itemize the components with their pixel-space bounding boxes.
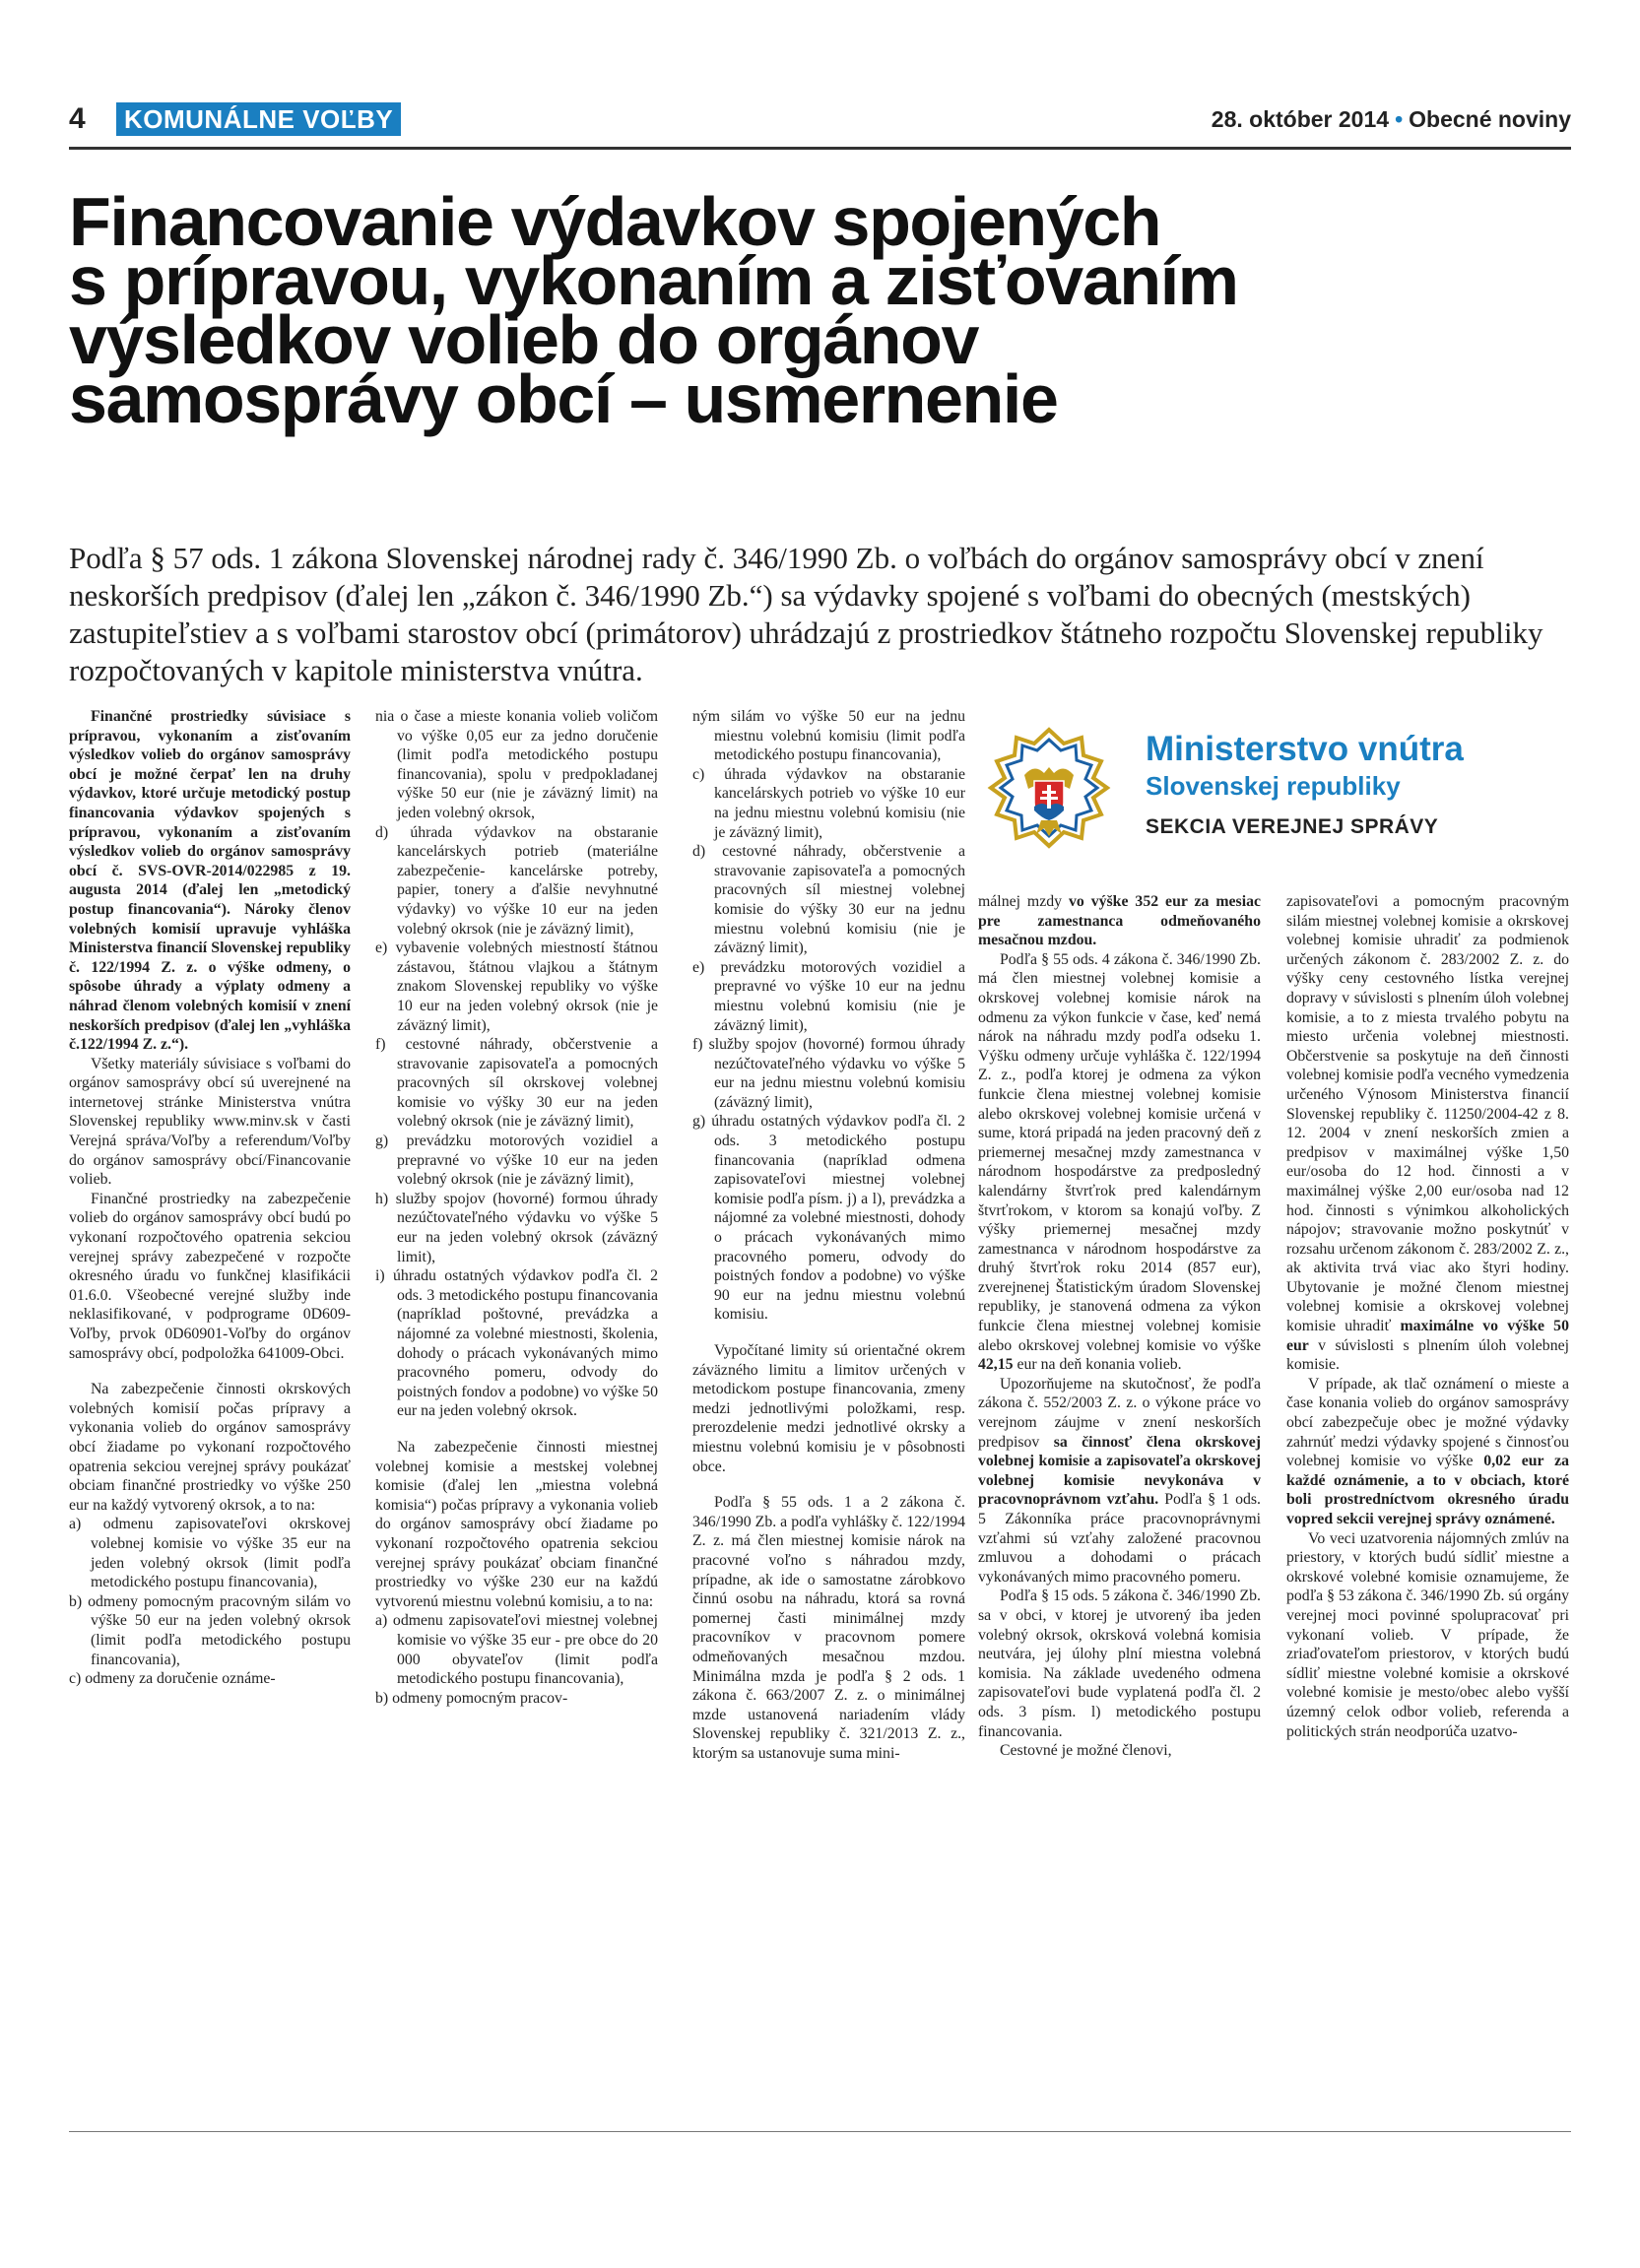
headline-line: Financovanie výdavkov spojených: [69, 183, 1161, 260]
article-headline: [69, 183, 1571, 437]
list-item: d) cestovné náhrady, občerstvenie a stravovanie zapisovateľa a pomocných pracovných síl miestnej volebnej komisie do výšky 30 eur na jednu miestnu volebnú komisiu (nie je záväzný limit),: [692, 843, 965, 957]
list-item: b) odmeny pomocným pracov-: [375, 1689, 568, 1707]
issue-date: 28. október 2014: [1211, 106, 1390, 132]
publication-name: Obecné noviny: [1409, 106, 1571, 132]
bold-text-run: sa činnosť člena okrskovej volebnej komisie a zapisovateľa okrskovej volebnej komisie nevykonáva v pracovnoprávnom vzťahu.: [978, 1433, 1261, 1509]
text-run: Upozorňujeme na skutočnosť, že podľa zákona č. 552/2003 Z. z. o výkone práce vo verejnom záujme v znení neskorších predpisov: [978, 1375, 1261, 1451]
list-item: d) úhrada výdavkov na obstaranie kancelárskych potrieb (materiálne zabezpečenie- kancelárske potreby, papier, tonery a ďalšie nevyhnutné výdavky) vo výške 10 eur na jeden volebný okrsok (nie je záväzný limit),: [375, 823, 658, 938]
paragraph: Vo veci uzatvorenia nájomných zmlúv na priestory, v ktorých budú sídliť miestne a okrskové volebné komisie oznamujeme, že podľa § 53 zákona č. 346/1990 Zb. sú orgány verejnej moci povinné spolupracovať pri vykonaní volieb. V prípade, že zriaďovateľom priestorov, v ktorých budú sídliť miestne volebné komisie a okrskové volebné komisie je mesto/obec alebo vyšší územný celok odbor volieb, referenda a politických strán neodporúča uzatvo-: [1286, 1529, 1569, 1740]
bold-text-run: maximálne vo výške 50 eur: [1286, 1318, 1569, 1354]
page-number: 4: [69, 102, 86, 135]
text-column-1: [69, 707, 351, 1689]
list-item: ným silám vo výške 50 eur na jednu miestnu volebnú komisiu (limit podľa metodického postupu financovania),: [692, 708, 965, 764]
list-item: a) odmenu zapisovateľovi okrskovej volebnej komisie vo výške 35 eur na jeden volebný okrsok (limit podľa metodického postupu financovania),: [69, 1516, 351, 1591]
item-list: [375, 707, 658, 1421]
text-run: Podľa § 55 ods. 4 zákona č. 346/1990 Zb. má člen miestnej volebnej komisie a okrskovej volebnej komisie nárok na odmenu za výkon funkcie v čase, keď nemá nárok na náhradu mzdy podľa odseku 1. Výšku odmeny určuje vyhláška č. 122/1994 Z. z., podľa ktorej je odmena za výkon funkcie člena miestnej volebnej komisie alebo okrskovej volebnej komisie určená v sume, ktorá pripadá na jeden pracovný deň z priemernej mesačnej mzdy zamestnanca v národnom hospodárstve za predposledný kalendárny štvrťrok pred kalendárnym štvrťrokom, v ktorom sa konajú voľby. Z výšky priemernej mesačnej mzdy zamestnanca v národnom hospodárstve za druhý štvrťrok roku 2014 (857 eur), zverejnenej Štatistickým úradom Slovenskej republiky, je stanovená odmena za výkon funkcie člena miestnej volebnej komisie alebo okrskovej volebnej komisie vo výške: [978, 950, 1261, 1354]
issue-line: [1212, 106, 1571, 133]
text-run: v súvislosti s plnením úloh volebnej komisie.: [1286, 1336, 1569, 1374]
list-item: e) prevádzku motorových vozidiel a prepravné vo výške 10 eur na jednu miestnu volebnú komisiu (nie je záväzný limit),: [692, 958, 965, 1034]
page-header: [69, 100, 1571, 144]
paragraph: Vypočítané limity sú orientačné okrem záväzného limitu a limitov určených v metodickom postupe financovania, zmeny medzi jednotlivými položkami, resp. prerozdelenie medzi jednotlivé okrsky a miestnu volebnú komisiu je v pôsobnosti obce.: [692, 1342, 965, 1475]
paragraph: Cestovné je možné členovi,: [1000, 1742, 1172, 1760]
paragraph: Na zabezpečenie činnosti miestnej volebnej komisie a mestskej volebnej komisie (ďalej len „miestna volebná komisia“) počas prípravy a vykonania volieb do orgánov samosprávy obcí žiadame po vykonaní rozpočtového opatrenia sekciou verejnej správy poukázať obciam finančné prostriedky vo výške 230 eur na každú vytvorenú miestnu volebnú komisiu, a to na:: [375, 1438, 658, 1610]
text-run: V prípade, ak tlač oznámení o mieste a čase konania volieb do orgánov samosprávy obcí zabezpečuje obec je možné výdavky zahrnúť medzi výdavky spojené s činnosťou volebnej komisie vo výške: [1286, 1375, 1569, 1470]
headline-line: s prípravou, vykonaním a zisťovaním: [69, 242, 1238, 319]
list-item: a) odmenu zapisovateľovi miestnej volebnej komisie vo výške 35 eur - pre obce do 20 000 obyvateľov (limit podľa metodického postupu financovania),: [375, 1612, 658, 1688]
bold-text-run: 0,02 eur za každé oznámenie, a to v obciach, ktoré boli prostredníctvom okresného úradu vopred sekcii verejnej správy oznámené.: [1286, 1453, 1569, 1527]
ministry-country: Slovenskej republiky: [1146, 771, 1401, 801]
list-item: b) odmeny pomocným pracovným silám vo výške 50 eur na jeden volebný okrsok (limit podľa metodického postupu financovania),: [69, 1592, 351, 1668]
list-item: f) služby spojov (hovorné) formou úhrady nezúčtovateľného výdavku vo výške 5 eur na jednu miestnu volebnú komisiu (záväzný limit),: [692, 1036, 965, 1111]
item-list: [69, 1515, 351, 1688]
headline-line: samosprávy obcí – usmernenie: [69, 360, 1058, 437]
header-rule: [69, 147, 1571, 150]
text-run: Podľa § 1 ods. 5 Zákonníka práce pracovnoprávnymi vzťahmi sú vzťahy založené pracovnou zmluvou a dohodami o prácach vykonávaných mimo pracovného pomeru.: [978, 1491, 1262, 1586]
list-item: c) úhrada výdavkov na obstaranie kancelárskych potrieb vo výške 10 eur na jednu miestnu volebnú komisiu (nie je záväzný limit),: [692, 765, 965, 841]
article-lead: Podľa § 57 ods. 1 zákona Slovenskej národnej rady č. 346/1990 Zb. o voľbách do orgánov samosprávy obcí v znení neskorších predpisov (ďalej len „zákon č. 346/1990 Zb.“) sa výdavky spojené s voľbami do obecných (mestských) zastupiteľstiev a s voľbami starostov obcí (primátorov) uhrádzajú z prostriedkov štátneho rozpočtu Slovenskej republiky rozpočtovaných v kapitole ministerstva vnútra.: [69, 541, 1543, 687]
text-run: málnej mzdy: [978, 893, 1069, 910]
paragraph: [978, 1375, 1261, 1588]
section-tag: KOMUNÁLNE VOĽBY: [116, 102, 401, 136]
footer-rule: [69, 2131, 1571, 2132]
list-item: c) odmeny za doručenie oznáme-: [69, 1670, 276, 1688]
list-item: nia o čase a mieste konania volieb voličom vo výške 0,05 eur za jedno doručenie (limit podľa metodického postupu financovania), spolu v predpokladanej výške 50 eur (nie je záväzný limit) na jeden volebný okrsok,: [375, 708, 658, 821]
paragraph: [1286, 1375, 1569, 1529]
text-run: eur na deň konania volieb.: [1013, 1356, 1182, 1374]
ministry-emblem-icon: [985, 724, 1113, 852]
text-column-5: [1286, 892, 1569, 1741]
paragraph: [1286, 892, 1569, 1375]
list-item: i) úhradu ostatných výdavkov podľa čl. 2 ods. 3 metodického postupu financovania (napríklad poštovné, prevádzka a nájomné za volebné miestnosti, školenia, dohody o prácach vykonávaných mimo pracovného pomeru, odvody do poistných fondov a podobne) vo výške 50 eur na jeden volebný okrsok.: [375, 1267, 658, 1420]
paragraph: Všetky materiály súvisiace s voľbami do orgánov samosprávy obcí sú uverejnené na internetovej stránke Ministerstva vnútra Slovenskej republiky www.minv.sk v časti Verejná správa/Voľby a referendum/Voľby do orgánov samosprávy obcí/Financovanie volieb.: [69, 1055, 351, 1189]
paragraph: [978, 892, 1261, 950]
text-column-3: [692, 707, 965, 1763]
list-item: g) prevádzku motorových vozidiel a prepravné vo výške 10 eur na jeden volebný okrsok (nie je záväzný limit),: [375, 1133, 658, 1189]
bold-text-run: 42,15: [978, 1356, 1014, 1374]
item-list: [692, 707, 965, 1325]
ministry-logo: [985, 724, 1576, 862]
paragraph: Finančné prostriedky na zabezpečenie volieb do orgánov samosprávy obcí budú po vykonaní rozpočtového opatrenia sekciou verejnej správy zabezpečené v rozpočte okresného úradu vo funkčnej klasifikácii 01.6.0. Všeobecné verejné služby inde neklasifikované, v podprograme 0D609-Voľby, prvok 0D60901-Voľby do orgánov samosprávy obcí, podpoložka 641009-Obci.: [69, 1190, 351, 1362]
list-item: f) cestovné náhrady, občerstvenie a stravovanie zapisovateľa a pomocných pracovných síl okrskovej volebnej komisie vo výšky 30 eur na jeden volebný okrsok (nie je záväzný limit),: [375, 1036, 658, 1131]
ministry-section: SEKCIA VEREJNEJ SPRÁVY: [1146, 815, 1439, 838]
text-column-2: [375, 707, 658, 1708]
paragraph: Podľa § 55 ods. 1 a 2 zákona č. 346/1990 Zb. a podľa vyhlášky č. 122/1994 Z. z. má člen miestnej komisie nárok na pracovné voľno s náhradou mzdy, prípadne, ak ide o samostatne zárobkovo činnú osobu na náhradu, ktorá sa rovná pomernej časti minimálnej mzdy pracovníkov v pracovnom pomere odmeňovaných mesačnou mzdou. Minimálna mzda je podľa § 2 ods. 1 zákona č. 663/2007 Z. z. o minimálnej mzde ustanovená nariadením vlády Slovenskej republiky č. 321/2013 Z. z., ktorým sa ustanovuje suma mini-: [692, 1494, 965, 1762]
paragraph: Na zabezpečenie činnosti okrskových volebných komisií počas prípravy a vykonania volieb do orgánov samosprávy obcí žiadame po vykonaní rozpočtového opatrenia sekciou verejnej správy poukázať obciam finančné prostriedky vo výške 250 eur na každý vytvorený okrsok, a to na:: [69, 1381, 351, 1514]
headline-line: výsledkov volieb do orgánov: [69, 301, 979, 378]
list-item: e) vybavenie volebných miestností štátnou zástavou, štátnou vlajkou a štátnym znakom Slovenskej republiky vo výške 10 eur na jeden volebný okrsok (nie je záväzný limit),: [375, 940, 658, 1034]
text-run: zapisovateľovi a pomocným pracovným silám miestnej volebnej komisie a okrskovej volebnej komisie uhradiť za podmienok určených zákonom č. 283/2002 Z. z. do výšky ceny cestovného lístka verejnej dopravy v súvislosti s plnením úloh volebnej komisie, a to z miesta trvalého pobytu na miesto určenia volebnej miestnosti. Občerstvenie sa poskytuje na deň činnosti volebnej komisie podľa vecného vymedzenia určeného Výnosom Ministerstva financií Slovenskej republiky č. 11250/2004-42 z 8. 12. 2004 v znení neskorších zmien a predpisov v maximálnej výške 1,50 eur/osoba do 12 hod. činnosti a v maximálnej výške 2,00 eur/osoba nad 12 hod. činnosti s výnimkou alkoholických nápojov; stravovanie možno poskytnúť v rozsahu určenom zákonom č. 283/2002 Z. z., ak aktivita trvá viac ako štyri hodiny. Ubytovanie je možné členom miestnej volebnej komisie a okrskovej volebnej komisie uhradiť: [1286, 893, 1569, 1335]
paragraph: Podľa § 15 ods. 5 zákona č. 346/1990 Zb. sa v obci, v ktorej je utvorený iba jeden volebný okrsok, okrsková volebná komisia neutvára, jej úlohy plní miestna volebná komisia. Na základe uvedeného odmena zapisovateľovi bude vyplatená podľa čl. 2 ods. 3 písm. l) metodického postupu financovania.: [978, 1588, 1261, 1740]
list-item: g) úhradu ostatných výdavkov podľa čl. 2 ods. 3 metodického postupu financovania (napríklad odmena zapisovateľovi miestnej volebnej komisie podľa písm. j) a l), prevádzka a nájomné za volebné miestnosti, dohody o prácach vykonávaných mimo pracovného pomeru, odvody do poistných fondov a podobne) vo výške 90 eur na jednu miestnu volebnú komisiu.: [692, 1113, 965, 1324]
paragraph: [978, 950, 1261, 1375]
separator-bullet-icon: •: [1395, 106, 1404, 132]
ministry-name: Ministerstvo vnútra: [1146, 730, 1464, 768]
bold-text-run: vo výške 352 eur za mesiac pre zamestnanca odmeňovaného mesačnou mzdou.: [978, 893, 1262, 949]
paragraph: Finančné prostriedky súvisiace s prípravou, vykonaním a zisťovaním výsledkov volieb do orgánov samosprávy obcí je možné čerpať len na druhy výdavkov, ktoré určuje metodický postup financovania výdavkov spojených s prípravou, vykonaním a zisťovaním výsledkov volieb do orgánov samosprávy obcí č. SVS-OVR-2014/022985 z 19. augusta 2014 (ďalej len „metodický postup financovania“). Nároky členov volebných komisií upravuje vyhláška Ministerstva financií Slovenskej republiky č. 122/1994 Z. z. o výške odmeny, o spôsobe úhrady a výplaty odmeny a náhrad členom volebných komisií v znení neskorších predpisov (ďalej len „vyhláška č.122/1994 Z. z.“).: [69, 708, 351, 1054]
item-list: [375, 1611, 658, 1708]
list-item: h) služby spojov (hovorné) formou úhrady nezúčtovateľného výdavku vo výške 5 eur na jeden volebný okrsok (záväzný limit),: [375, 1190, 658, 1265]
text-column-4: [978, 892, 1261, 1761]
